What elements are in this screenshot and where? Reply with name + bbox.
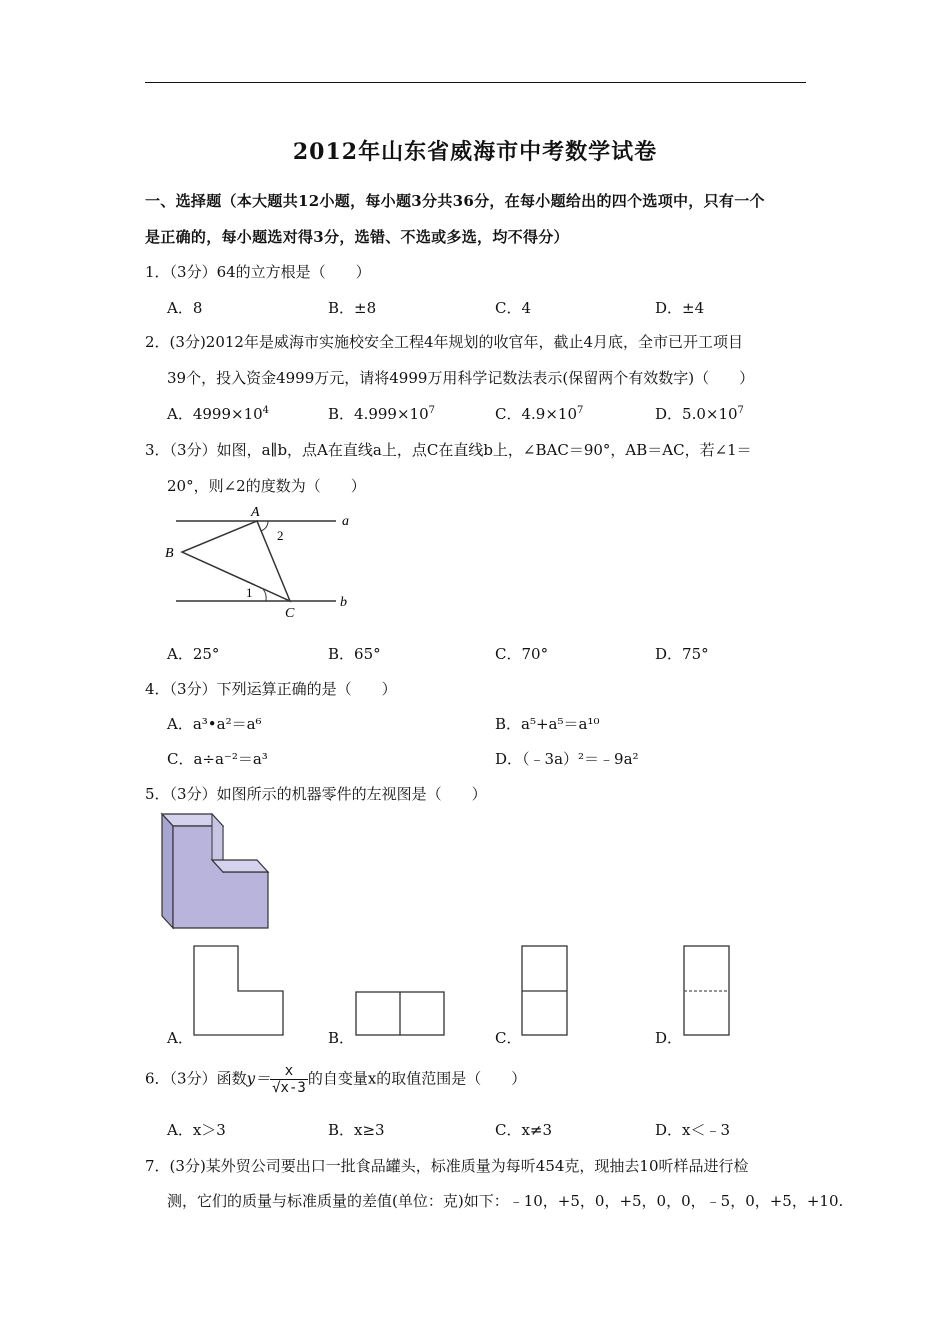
- q1-option-a: A．8: [167, 299, 203, 317]
- q1-option-c: C．4: [495, 299, 532, 317]
- angle-2-arc: [261, 521, 268, 531]
- header-rule: [145, 82, 806, 83]
- q6-option-a: A．x＞3: [167, 1121, 226, 1139]
- q3-figure: [160, 500, 370, 625]
- q7-stem-line1: 7．(3分)某外贸公司要出口一批食品罐头，标准质量为每听454克，现抽去10听样品进行检: [145, 1157, 749, 1175]
- q3-option-b: B．65°: [328, 645, 381, 663]
- q1-option-b: B．±8: [328, 299, 377, 317]
- label-b: b: [340, 595, 347, 610]
- q4-stem: 4．（3分）下列运算正确的是（ ）: [145, 680, 397, 698]
- q3-stem-line1: 3．（3分）如图，a∥b，点A在直线a上，点C在直线b上，∠BAC＝90°，AB＝AC，若∠1＝: [145, 441, 752, 459]
- q6-option-c: C．x≠3: [495, 1121, 553, 1139]
- label-1: 1: [246, 585, 253, 600]
- q4-option-c: C．a÷a⁻²＝a³: [167, 750, 268, 768]
- q5-option-b-figure: [355, 991, 446, 1037]
- q5-option-c: C．: [495, 1029, 522, 1047]
- q4-option-a: A．a³•a²＝a⁶: [167, 715, 262, 733]
- q4-option-b: B．a⁵+a⁵＝a¹⁰: [495, 715, 600, 733]
- q5-stem: 5．（3分）如图所示的机器零件的左视图是（ ）: [145, 785, 487, 803]
- q3-option-a: A．25°: [167, 645, 220, 663]
- label-B: B: [165, 546, 174, 561]
- q2-option-d: D．$5.0\times 10^7$: [655, 405, 744, 423]
- q5-option-a: A．: [167, 1029, 193, 1047]
- q3-option-d: D．75°: [655, 645, 709, 663]
- q6-stem: 6．（3分）函数y＝ $\frac{x}{√x-3}$ 的自变量x的取值范围是（ ）: [145, 1063, 527, 1096]
- label-2: 2: [277, 528, 284, 543]
- label-A: A: [251, 505, 260, 520]
- q1-stem: 1．（3分）64的立方根是（ ）: [145, 263, 371, 281]
- q2-stem-line1: 2．(3分)2012年是威海市实施校安全工程4年规划的收官年，截止4月底，全市已开工项目: [145, 333, 744, 351]
- label-C: C: [285, 606, 295, 621]
- label-a: a: [342, 514, 349, 529]
- section-heading-line2: 是正确的，每小题选对得3分，选错、不选或多选，均不得分）: [145, 228, 569, 246]
- triangle-abc: [182, 521, 290, 601]
- fraction-x-over-sqrt: $\frac{x}{√x-3}$: [272, 1063, 306, 1096]
- q5-option-b: B．: [328, 1029, 355, 1047]
- page-title: 2012年山东省威海市中考数学试卷: [292, 139, 658, 165]
- q5-option-d: D．: [655, 1029, 683, 1047]
- q3-option-c: C．70°: [495, 645, 549, 663]
- q5-option-d-figure: [683, 945, 731, 1037]
- q6-option-b: B．x≥3: [328, 1121, 385, 1139]
- q2-stem-line2: 39个，投入资金4999万元，请将4999万用科学记数法表示(保留两个有效数字)（ ）: [167, 369, 755, 387]
- q1-option-d: D．±4: [655, 299, 705, 317]
- q3-stem-line2: 20°，则∠2的度数为（ ）: [167, 477, 366, 495]
- q6-option-d: D．x＜﹣3: [655, 1121, 731, 1139]
- q2-option-c: C．$4.9\times 10^7$: [495, 405, 584, 423]
- q4-option-d: D．（﹣3a）²＝﹣9a²: [495, 750, 639, 768]
- q2-option-a: A．$4999\times 10^4$: [167, 405, 270, 423]
- q2-option-b: B．$4.999\times 10^7$: [328, 405, 435, 423]
- q5-option-c-figure: [521, 945, 569, 1037]
- q7-stem-line2: 测，它们的质量与标准质量的差值(单位：克)如下：﹣10，+5，0，+5，0，0，﹣5，0，+5，+10.: [167, 1192, 844, 1210]
- q5-option-a-figure: [193, 945, 285, 1037]
- q5-machine-part-figure: [160, 812, 275, 930]
- section-heading-line1: 一、选择题（本大题共12小题，每小题3分共36分，在每小题给出的四个选项中，只有一个: [145, 192, 765, 210]
